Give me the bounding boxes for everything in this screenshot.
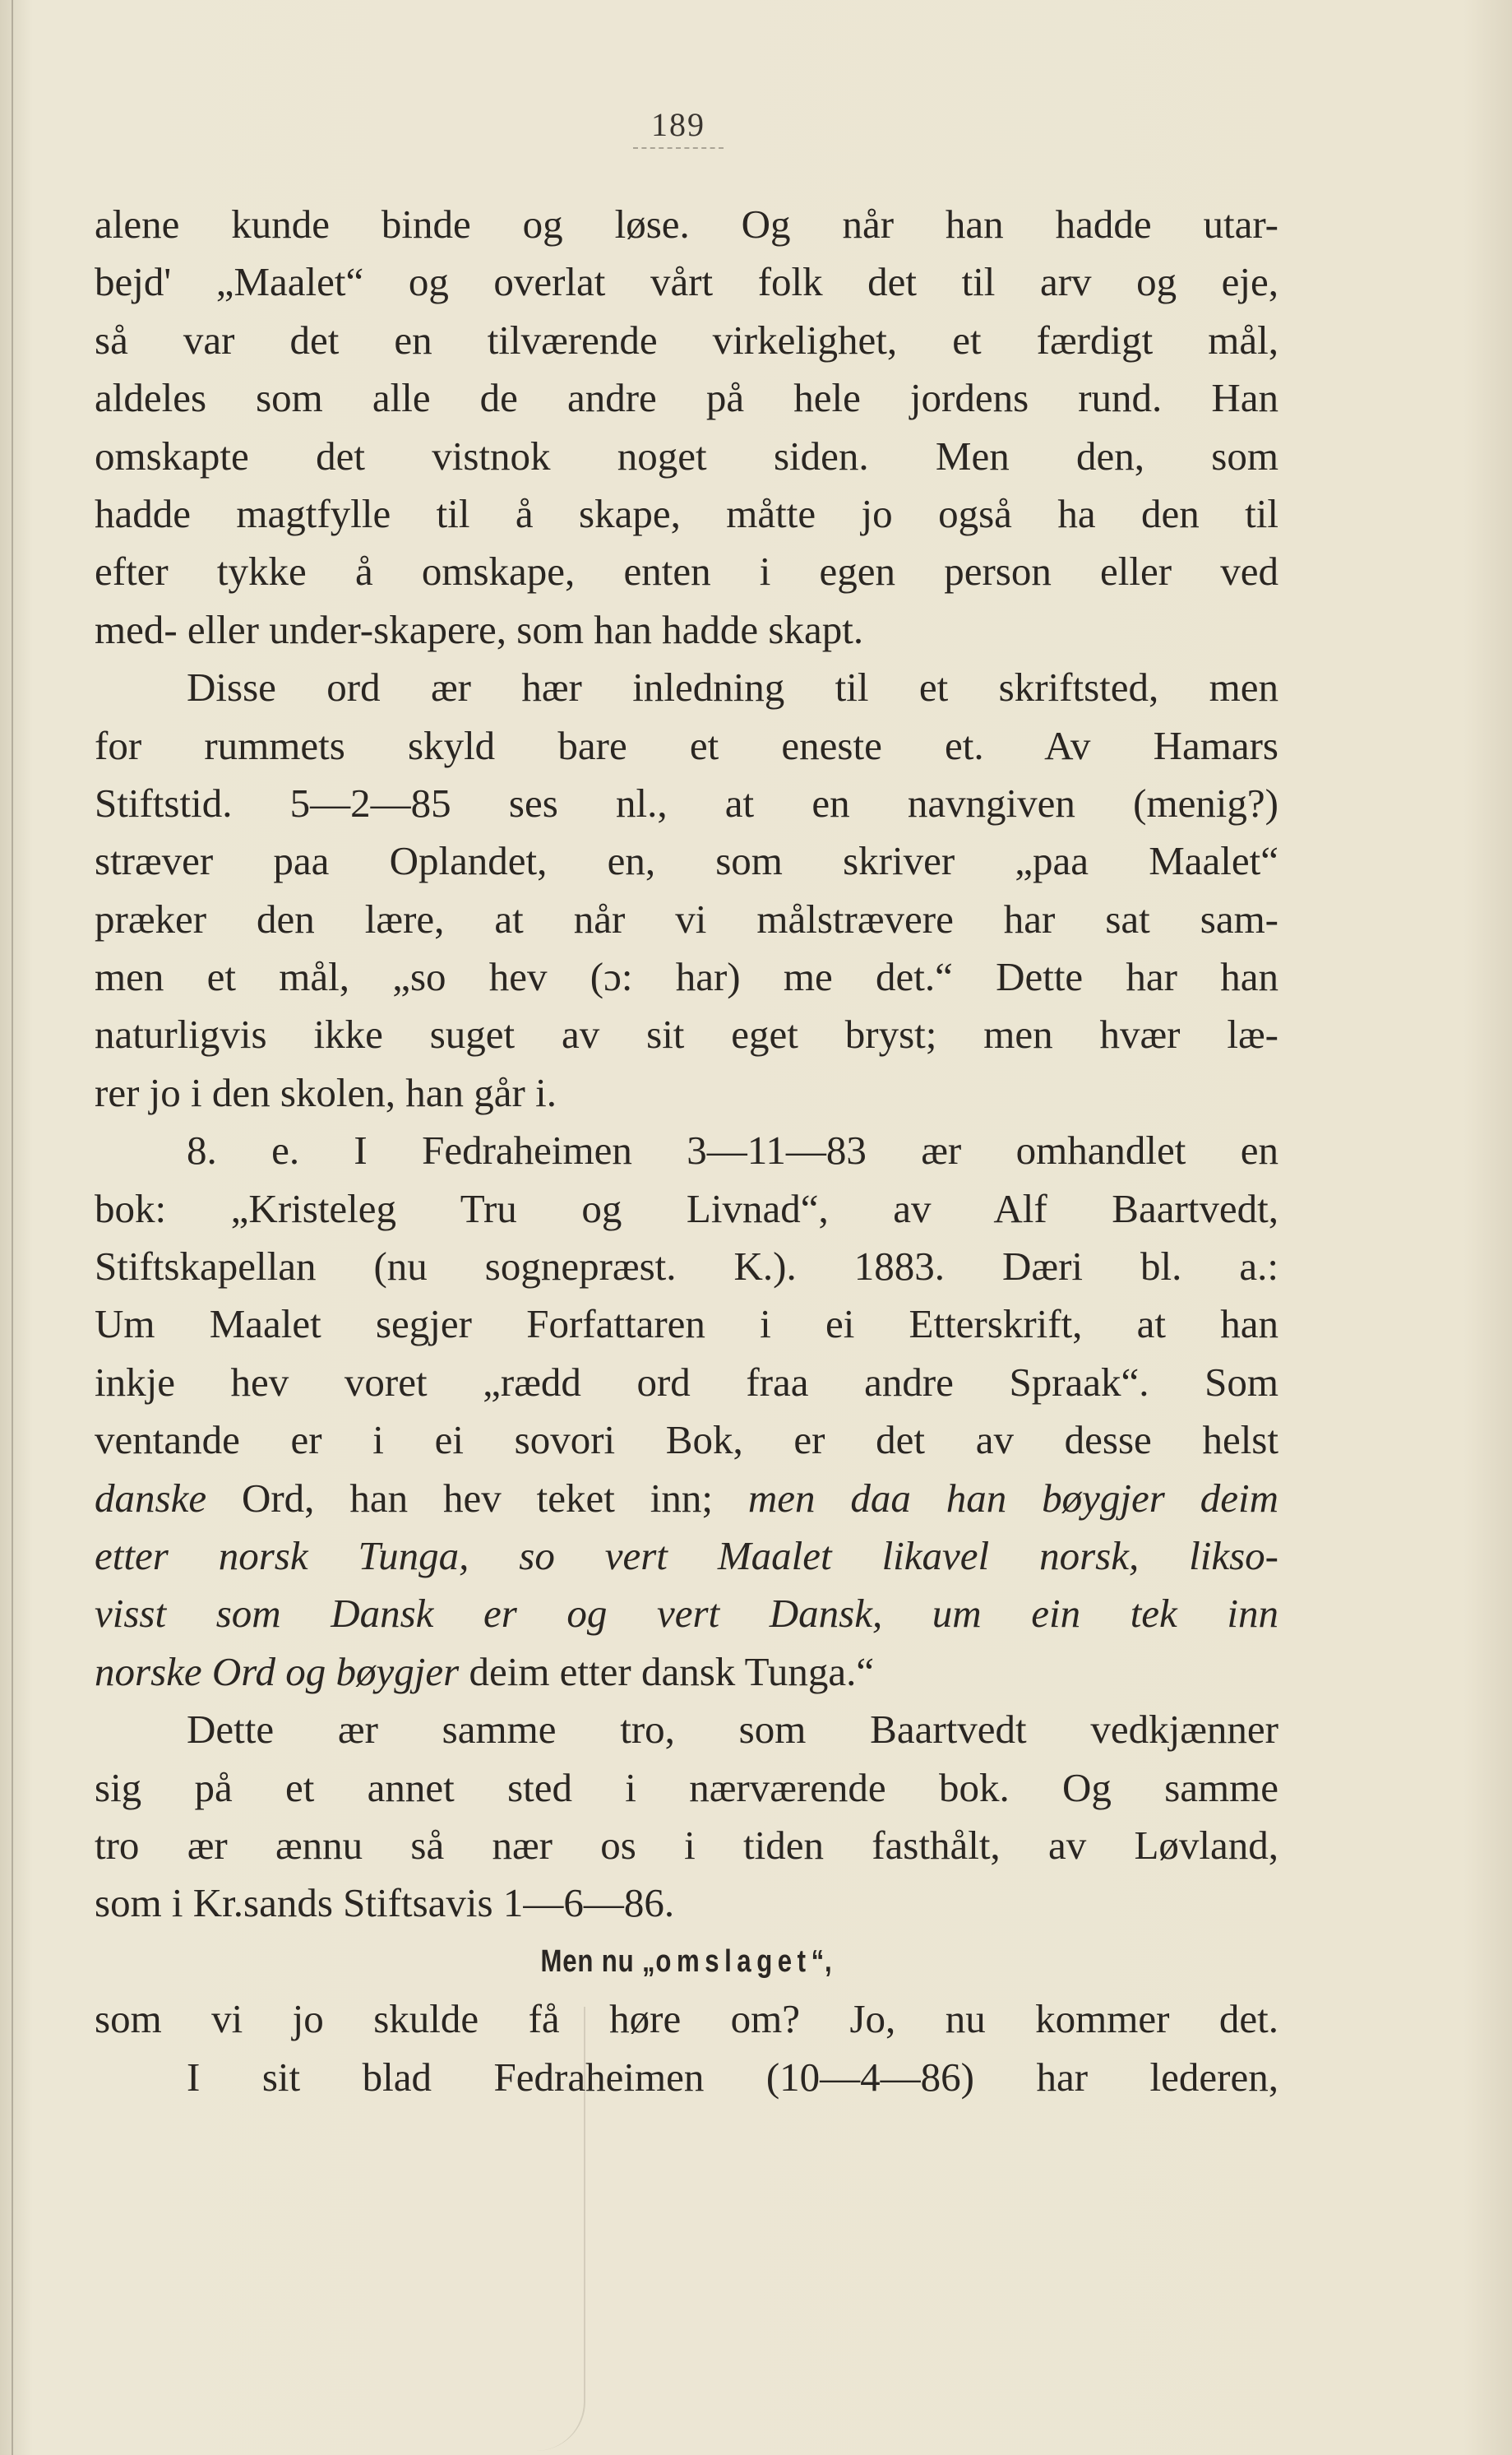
emphasized-text: norske Ord og bøygjer	[95, 1648, 460, 1694]
text-line: for rummets skyld bare et eneste et. Av Hamars	[95, 722, 1278, 768]
text-line: Disse ord ær hær inledning til et skriftsted, men	[187, 665, 1278, 711]
text-line: rer jo i den skolen, han går i.	[95, 1069, 557, 1115]
text-line: Stiftstid. 5—2—85 ses nl., at en navngiven (menig?)	[95, 780, 1278, 826]
text-segment: Ord, han hev teket inn;	[206, 1475, 748, 1521]
text-line: så var det en tilværende virkelighet, et færdigt mål,	[95, 317, 1278, 363]
text-line: bejd' „Maalet“ og overlat vårt folk det til arv og eje,	[95, 259, 1278, 305]
text-line: inkje hev voret „rædd ord fraa andre Spraak“. Som	[95, 1359, 1278, 1405]
text-line: aldeles som alle de andre på hele jordens rund. Han	[95, 375, 1278, 421]
text-line: stræver paa Oplandet, en, som skriver „paa Maalet“	[95, 838, 1278, 884]
text-line: I sit blad Fedraheimen (10—4—86) har lederen,	[187, 2054, 1278, 2100]
text-line: Stiftskapellan (nu sognepræst. K.). 1883. Dæri bl. a.:	[95, 1244, 1278, 1290]
text-line: men et mål, „so hev (ɔ: har) me det.“ Dette har han	[95, 954, 1278, 1000]
text-line: 8. e. I Fedraheimen 3—11—83 ær omhandlet en	[187, 1128, 1278, 1174]
text-line: omskapte det vistnok noget siden. Men den, som	[95, 433, 1278, 479]
text-line: sig på et annet sted i nærværende bok. Og samme	[95, 1764, 1278, 1810]
heading-spaced-word: omslaget	[655, 1943, 811, 1979]
body-text	[95, 196, 1278, 2106]
text-line: med- eller under-skapere, som han hadde skapt.	[95, 606, 864, 652]
text-line: etter norsk Tunga, so vert Maalet likavel norsk, likso-	[95, 1532, 1278, 1578]
text-line: ventande er i ei sovori Bok, er det av desse helst	[95, 1417, 1278, 1463]
text-segment: deim etter dansk Tunga.“	[459, 1648, 875, 1694]
text-line: Um Maalet segjer Forfattaren i ei Etterskrift, at han	[95, 1301, 1278, 1347]
text-line: som vi jo skulde få høre om? Jo, nu kommer det.	[95, 1996, 1278, 2042]
text-line: visst som Dansk er og vert Dansk, um ein tek inn	[95, 1591, 1278, 1637]
text-line: som i Kr.sands Stiftsavis 1—6—86.	[95, 1880, 675, 1926]
text-line: præker den lære, at når vi målstrævere har sat sam-	[95, 896, 1278, 942]
page-number: 189	[0, 105, 1357, 149]
text-line: alene kunde binde og løse. Og når han hadde utar-	[95, 201, 1278, 247]
text-line: bok: „Kristeleg Tru og Livnad“, av Alf Baartvedt,	[95, 1185, 1278, 1231]
text-line: naturligvis ikke suget av sit eget bryst; men hvær læ-	[95, 1012, 1278, 1058]
text-line	[95, 1470, 1278, 1527]
text-line: hadde magtfylle til å skape, måtte jo også ha den til	[95, 490, 1278, 536]
text-line: Dette ær samme tro, som Baartvedt vedkjænner	[187, 1707, 1278, 1753]
emphasized-text: danske	[95, 1475, 207, 1521]
section-heading	[201, 1933, 1172, 1990]
text-line: tro ær ænnu så nær os i tiden fasthålt, av Løvland,	[95, 1822, 1278, 1868]
binding-edge	[12, 0, 13, 2455]
text-line	[95, 1643, 1278, 1701]
heading-prefix: Men nu „	[540, 1943, 656, 1979]
text-line: efter tykke å omskape, enten i egen person eller ved	[95, 549, 1278, 595]
emphasized-text: men daa han bøygjer deim	[747, 1475, 1278, 1521]
heading-suffix: “,	[811, 1943, 833, 1979]
